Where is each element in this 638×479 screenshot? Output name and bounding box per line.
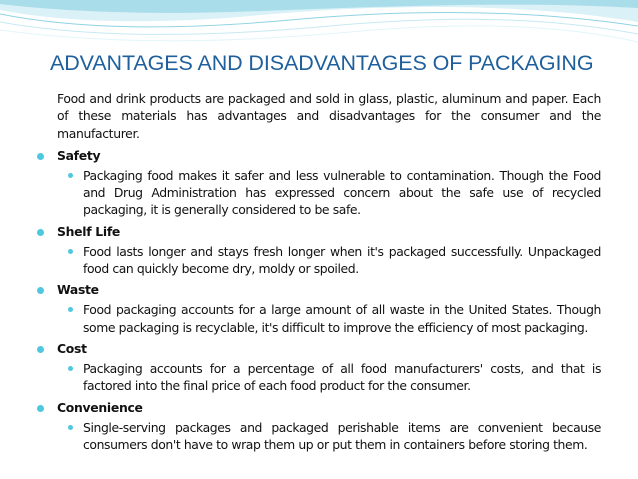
section-waste bbox=[37, 281, 601, 336]
section-heading bbox=[37, 147, 601, 165]
section-heading bbox=[37, 399, 601, 417]
section-text bbox=[83, 167, 601, 219]
bullet-icon bbox=[68, 366, 73, 371]
section-heading-text: Waste bbox=[57, 282, 99, 298]
bullet-icon bbox=[68, 425, 73, 430]
section-text-content: Packaging accounts for a percentage of all food manufacturers' costs, and that is factored into the final price of each food product for the consumer. bbox=[83, 360, 601, 394]
section-text bbox=[83, 360, 601, 395]
bullet-icon bbox=[37, 405, 44, 412]
section-heading bbox=[37, 340, 601, 358]
section-text bbox=[83, 243, 601, 278]
section-text-content: Food lasts longer and stays fresh longer when it's packaged successfully. Unpackaged food can quickly become dry, moldy or spoiled. bbox=[83, 243, 601, 277]
section-text-content: Single-serving packages and packaged perishable items are convenient because consumers don't have to wrap them up or put them in containers before storing them. bbox=[83, 419, 601, 452]
section-heading-text: Safety bbox=[57, 147, 101, 163]
section-heading bbox=[37, 281, 601, 299]
bullet-icon bbox=[68, 249, 73, 254]
slide-content bbox=[37, 90, 601, 457]
intro-paragraph: Food and drink products are packaged and sold in glass, plastic, aluminum and paper. Each of these materials has advantages and disadvantages for the consumer and the manufacturer. bbox=[57, 91, 601, 141]
section-convenience bbox=[37, 399, 601, 454]
section-cost bbox=[37, 340, 601, 395]
section-text bbox=[83, 301, 601, 336]
section-shelf-life bbox=[37, 223, 601, 278]
section-heading-text: Shelf Life bbox=[57, 223, 121, 239]
bullet-icon bbox=[68, 307, 73, 312]
slide-title: ADVANTAGES AND DISADVANTAGES OF PACKAGING bbox=[50, 51, 594, 75]
bullet-icon bbox=[68, 173, 73, 178]
bullet-icon bbox=[37, 229, 44, 236]
bullet-icon bbox=[37, 346, 44, 353]
section-text bbox=[83, 419, 601, 454]
section-text-content: Food packaging accounts for a large amount of all waste in the United States. Though some packaging is recyclable, it's difficult to improve the efficiency of most packaging. bbox=[83, 302, 601, 335]
bullet-icon bbox=[37, 153, 44, 160]
section-heading-text: Convenience bbox=[57, 399, 143, 415]
bullet-icon bbox=[37, 287, 44, 294]
section-text-content: Packaging food makes it safer and less vulnerable to contamination. Though the Food and Drug Administration has expressed concern about the safe use of recycled packaging, it is generally considered to be safe. bbox=[83, 167, 601, 218]
section-heading bbox=[37, 223, 601, 241]
section-heading-text: Cost bbox=[57, 340, 87, 356]
section-safety bbox=[37, 147, 601, 219]
